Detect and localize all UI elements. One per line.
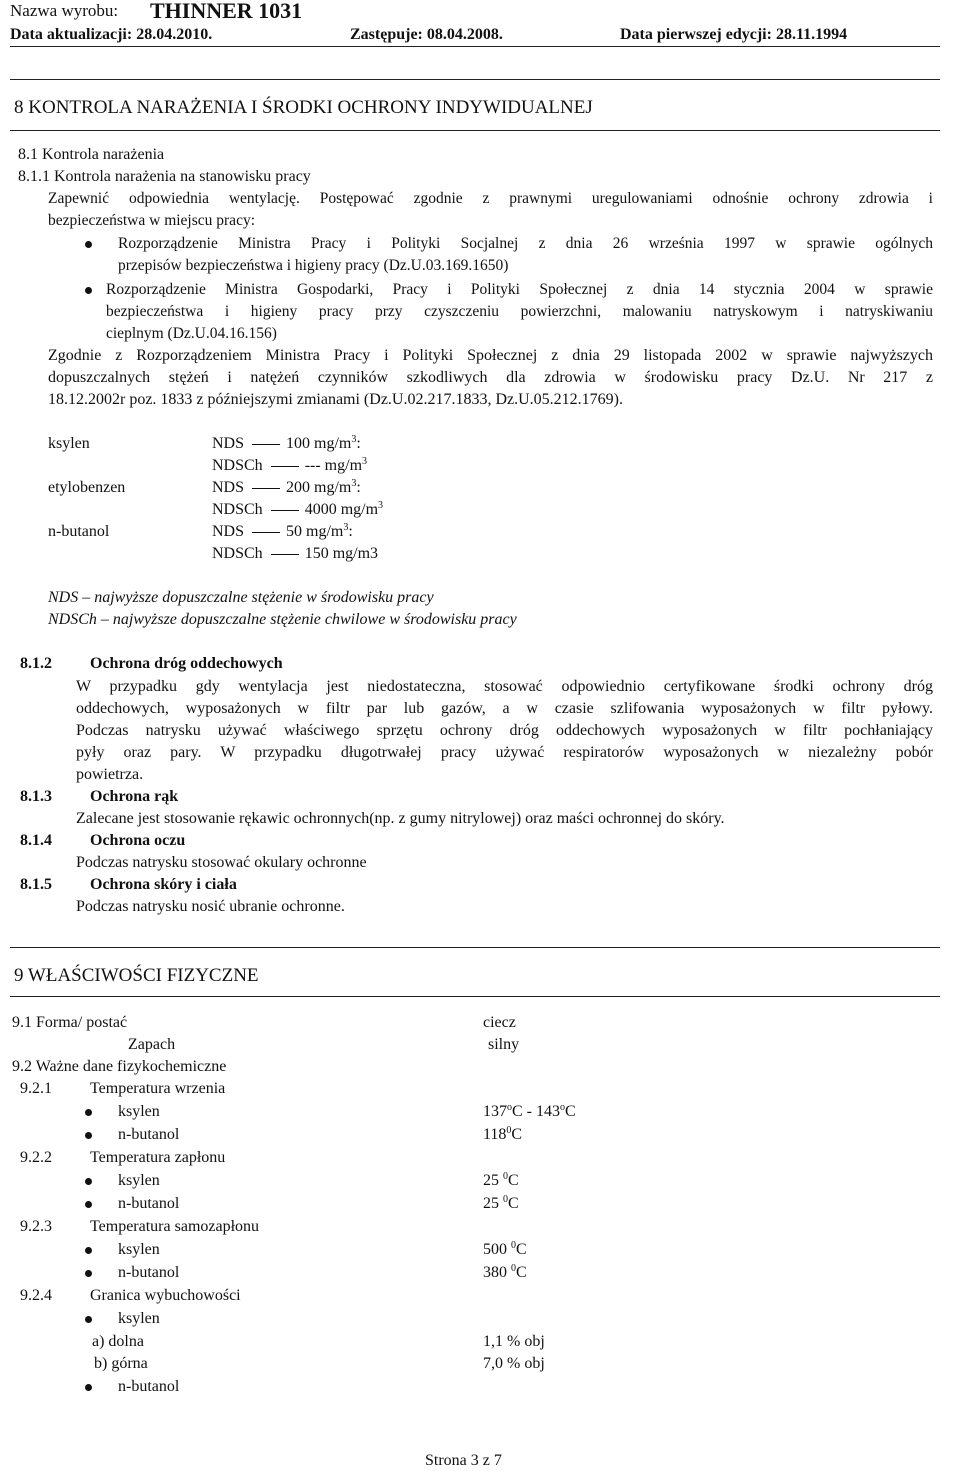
bullet-icon xyxy=(85,241,92,248)
respiratory-text-l5: powietrza. xyxy=(76,766,144,783)
limit-type: NDSCh xyxy=(212,501,263,518)
product-label: Nazwa wyrobu: xyxy=(10,1,119,20)
autoignition-butanol-value xyxy=(483,1263,527,1283)
degree-sup: 0 xyxy=(511,1263,516,1274)
heading-8-1-2: Ochrona dróg oddechowych xyxy=(90,655,283,672)
section-9-top-rule xyxy=(10,947,940,948)
limit-type: NDSCh xyxy=(212,457,263,474)
explosive-butanol-label: n-butanol xyxy=(118,1378,180,1395)
value-part: 25 xyxy=(483,1195,499,1212)
value-part: C - 143 xyxy=(512,1103,560,1120)
autoignition-butanol-label: n-butanol xyxy=(118,1264,180,1281)
value-part: C xyxy=(516,1241,527,1258)
respiratory-text-l2: oddechowych, wyposażonych w filtr par lub gazów, a w czasie szlifowania wyposażonych w filtr pyłowy. xyxy=(76,700,933,717)
dash-icon xyxy=(271,466,299,467)
heading-8-1: 8.1 Kontrola narażenia xyxy=(18,146,165,163)
heading-9-2-3: Temperatura samozapłonu xyxy=(90,1218,260,1235)
bullet-icon xyxy=(85,1201,92,1208)
degree-sup: o xyxy=(560,1102,565,1113)
limit-tail: : xyxy=(348,523,353,540)
limit-substance: etylobenzen xyxy=(48,479,126,496)
limit-value: 150 mg/m3 xyxy=(304,545,379,562)
limit-row xyxy=(212,544,378,564)
section-8-title: 8 KONTROLA NARAŻENIA I ŚRODKI OCHRONY INDYWIDUALNEJ xyxy=(14,97,593,118)
boiling-ksylen-value xyxy=(483,1102,576,1122)
limit-type: NDSCh xyxy=(212,545,263,562)
limit-substance: n-butanol xyxy=(48,523,110,540)
limit-value: 4000 mg/m xyxy=(304,501,379,518)
limit-sup: 3 xyxy=(343,522,349,533)
boiling-ksylen-label: ksylen xyxy=(118,1103,160,1120)
limit-substance: ksylen xyxy=(48,435,90,452)
autoignition-ksylen-label: ksylen xyxy=(118,1241,160,1258)
limit-tail: : xyxy=(356,479,361,496)
bullet-icon xyxy=(85,1270,92,1277)
value-part: 380 xyxy=(483,1264,507,1281)
heading-9-2-2-number: 9.2.2 xyxy=(20,1149,52,1166)
respiratory-text-l4: pyły oraz pary. W przypadku długotrwałej pracy używać respiratorów wyposażonych w niezależny pobór xyxy=(76,744,933,761)
dash-icon xyxy=(252,532,280,533)
limit-type: NDS xyxy=(212,479,245,496)
form-value: ciecz xyxy=(483,1014,516,1031)
value-part: C xyxy=(508,1172,519,1189)
definition-ndsch: NDSCh – najwyższe dopuszczalne stężenie chwilowe w środowisku pracy xyxy=(48,611,517,628)
explosive-lower-label: a) dolna xyxy=(92,1333,144,1350)
value-part: C xyxy=(565,1103,576,1120)
limit-row xyxy=(212,434,361,454)
limit-tail: : xyxy=(356,435,361,452)
value-part: C xyxy=(516,1264,527,1281)
heading-8-1-3: Ochrona rąk xyxy=(90,788,179,805)
bullet-icon xyxy=(85,287,92,294)
bullet-icon xyxy=(85,1316,92,1323)
header-divider xyxy=(10,46,940,47)
heading-9-2-1-number: 9.2.1 xyxy=(20,1080,52,1097)
replaces-date: Zastępuje: 08.04.2008. xyxy=(350,26,503,43)
degree-sup: 0 xyxy=(503,1194,508,1205)
autoignition-ksylen-value xyxy=(483,1240,527,1260)
flash-butanol-value xyxy=(483,1194,519,1214)
limit-value: 200 mg/m xyxy=(286,479,352,496)
degree-sup: 0 xyxy=(506,1125,512,1136)
heading-9-2-4-number: 9.2.4 xyxy=(20,1287,52,1304)
paragraph-ventilation-l2: bezpieczeństwa w miejscu pracy: xyxy=(48,212,256,229)
update-date: Data aktualizacji: 28.04.2010. xyxy=(10,26,213,43)
limit-type: NDS xyxy=(212,435,245,452)
limit-sup: 3 xyxy=(378,500,384,511)
heading-8-1-4: Ochrona oczu xyxy=(90,832,186,849)
definition-nds: NDS – najwyższe dopuszczalne stężenie w środowisku pracy xyxy=(48,589,434,606)
value-part: 137 xyxy=(483,1103,507,1120)
section-8-top-rule xyxy=(10,79,940,80)
regulation-3-l3: 18.12.2002r poz. 1833 z późniejszymi zmianami (Dz.U.02.217.1833, Dz.U.05.212.1769). xyxy=(48,391,624,408)
regulation-1-l2: przepisów bezpieczeństwa i higieny pracy (Dz.U.03.169.1650) xyxy=(118,257,509,274)
degree-sup: 0 xyxy=(503,1171,508,1182)
explosive-upper-value: 7,0 % obj xyxy=(483,1355,545,1372)
value-part: C xyxy=(508,1195,519,1212)
form-label: 9.1 Forma/ postać xyxy=(12,1014,128,1031)
bullet-icon xyxy=(85,1132,92,1139)
skin-text: Podczas natrysku nosić ubranie ochronne. xyxy=(76,898,345,915)
heading-8-1-5: Ochrona skóry i ciała xyxy=(90,876,237,893)
limit-sup: 3 xyxy=(362,456,368,467)
bullet-icon xyxy=(85,1384,92,1391)
bullet-icon xyxy=(85,1247,92,1254)
limit-row xyxy=(212,522,353,542)
heading-9-2-2: Temperatura zapłonu xyxy=(90,1149,226,1166)
hands-text: Zalecane jest stosowanie rękawic ochronnych(np. z gumy nitrylowej) oraz maści ochronnej do skóry. xyxy=(76,810,725,827)
heading-8-1-1: 8.1.1 Kontrola narażenia na stanowisku pracy xyxy=(18,168,311,185)
explosive-ksylen-label: ksylen xyxy=(118,1310,160,1327)
eyes-text: Podczas natrysku stosować okulary ochronne xyxy=(76,854,367,871)
limit-type: NDS xyxy=(212,523,245,540)
section-8-bottom-rule xyxy=(10,130,940,131)
limit-row xyxy=(212,478,361,498)
page-number: Strona 3 z 7 xyxy=(425,1452,502,1469)
dash-icon xyxy=(252,444,280,445)
flash-butanol-label: n-butanol xyxy=(118,1195,180,1212)
regulation-1-l1: Rozporządzenie Ministra Pracy i Polityki Socjalnej z dnia 26 września 1997 w sprawie ogólnych xyxy=(118,235,933,252)
degree-sup: o xyxy=(507,1102,512,1113)
heading-9-2: 9.2 Ważne dane fizykochemiczne xyxy=(12,1058,227,1075)
dash-icon xyxy=(252,488,280,489)
first-edition-date: Data pierwszej edycji: 28.11.1994 xyxy=(620,26,848,43)
odour-value: silny xyxy=(488,1036,520,1053)
value-part: 25 xyxy=(483,1172,499,1189)
value-part: 118 xyxy=(483,1126,507,1143)
heading-8-1-5-number: 8.1.5 xyxy=(20,876,52,893)
limit-sup: 3 xyxy=(351,478,357,489)
odour-label: Zapach xyxy=(128,1036,176,1053)
dash-icon xyxy=(271,554,299,555)
regulation-2-l3: cieplnym (Dz.U.04.16.156) xyxy=(106,325,277,342)
limit-sup: 3 xyxy=(351,434,357,445)
flash-ksylen-value xyxy=(483,1171,519,1191)
degree-sup: 0 xyxy=(511,1240,516,1251)
value-part: C xyxy=(511,1126,523,1143)
product-name: THINNER 1031 xyxy=(150,0,303,23)
limit-row xyxy=(212,500,383,520)
regulation-2-l1: Rozporządzenie Ministra Gospodarki, Pracy i Polityki Społecznej z dnia 14 stycznia 2004 w sprawie xyxy=(106,281,933,298)
bullet-icon xyxy=(85,1178,92,1185)
respiratory-text-l3: Podczas natrysku używać właściwego sprzętu ochrony dróg oddechowych wyposażonych w filtr pochłaniający xyxy=(76,722,933,739)
heading-9-2-3-number: 9.2.3 xyxy=(20,1218,52,1235)
heading-8-1-2-number: 8.1.2 xyxy=(20,655,52,672)
flash-ksylen-label: ksylen xyxy=(118,1172,160,1189)
limit-value: 50 mg/m xyxy=(286,523,344,540)
limit-value: 100 mg/m xyxy=(286,435,352,452)
boiling-butanol-value xyxy=(483,1125,522,1145)
heading-9-2-4: Granica wybuchowości xyxy=(90,1287,241,1304)
limit-value: --- mg/m xyxy=(304,457,363,474)
paragraph-ventilation-l1: Zapewnić odpowiednia wentylację. Postępować zgodnie z prawnymi uregulowaniami odnośnie ochrony zdrowia i xyxy=(48,190,933,207)
respiratory-text-l1: W przypadku gdy wentylacja jest niedostateczna, stosować odpowiednio certyfikowane środki ochrony dróg xyxy=(76,678,933,695)
section-9-title: 9 WŁAŚCIWOŚCI FIZYCZNE xyxy=(14,965,259,986)
heading-8-1-4-number: 8.1.4 xyxy=(20,832,52,849)
explosive-lower-value: 1,1 % obj xyxy=(483,1333,545,1350)
value-part: 500 xyxy=(483,1241,507,1258)
explosive-upper-label: b) górna xyxy=(94,1355,148,1372)
dash-icon xyxy=(271,510,299,511)
bullet-icon xyxy=(85,1109,92,1116)
regulation-2-l2: bezpieczeństwa i higieny pracy przy czyszczeniu powierzchni, malowaniu natryskowym i natryskiwaniu xyxy=(106,303,933,320)
boiling-butanol-label: n-butanol xyxy=(118,1126,180,1143)
limit-row xyxy=(212,456,367,476)
heading-8-1-3-number: 8.1.3 xyxy=(20,788,52,805)
heading-9-2-1: Temperatura wrzenia xyxy=(90,1080,226,1097)
section-9-bottom-rule xyxy=(10,996,940,997)
regulation-3-l2: dopuszczalnych stężeń i natężeń czynników szkodliwych dla zdrowia w środowisku pracy Dz.U. Nr 217 z xyxy=(48,369,933,386)
regulation-3-l1: Zgodnie z Rozporządzeniem Ministra Pracy i Polityki Społecznej z dnia 29 listopada 2002 w sprawie najwyższych xyxy=(48,347,933,364)
